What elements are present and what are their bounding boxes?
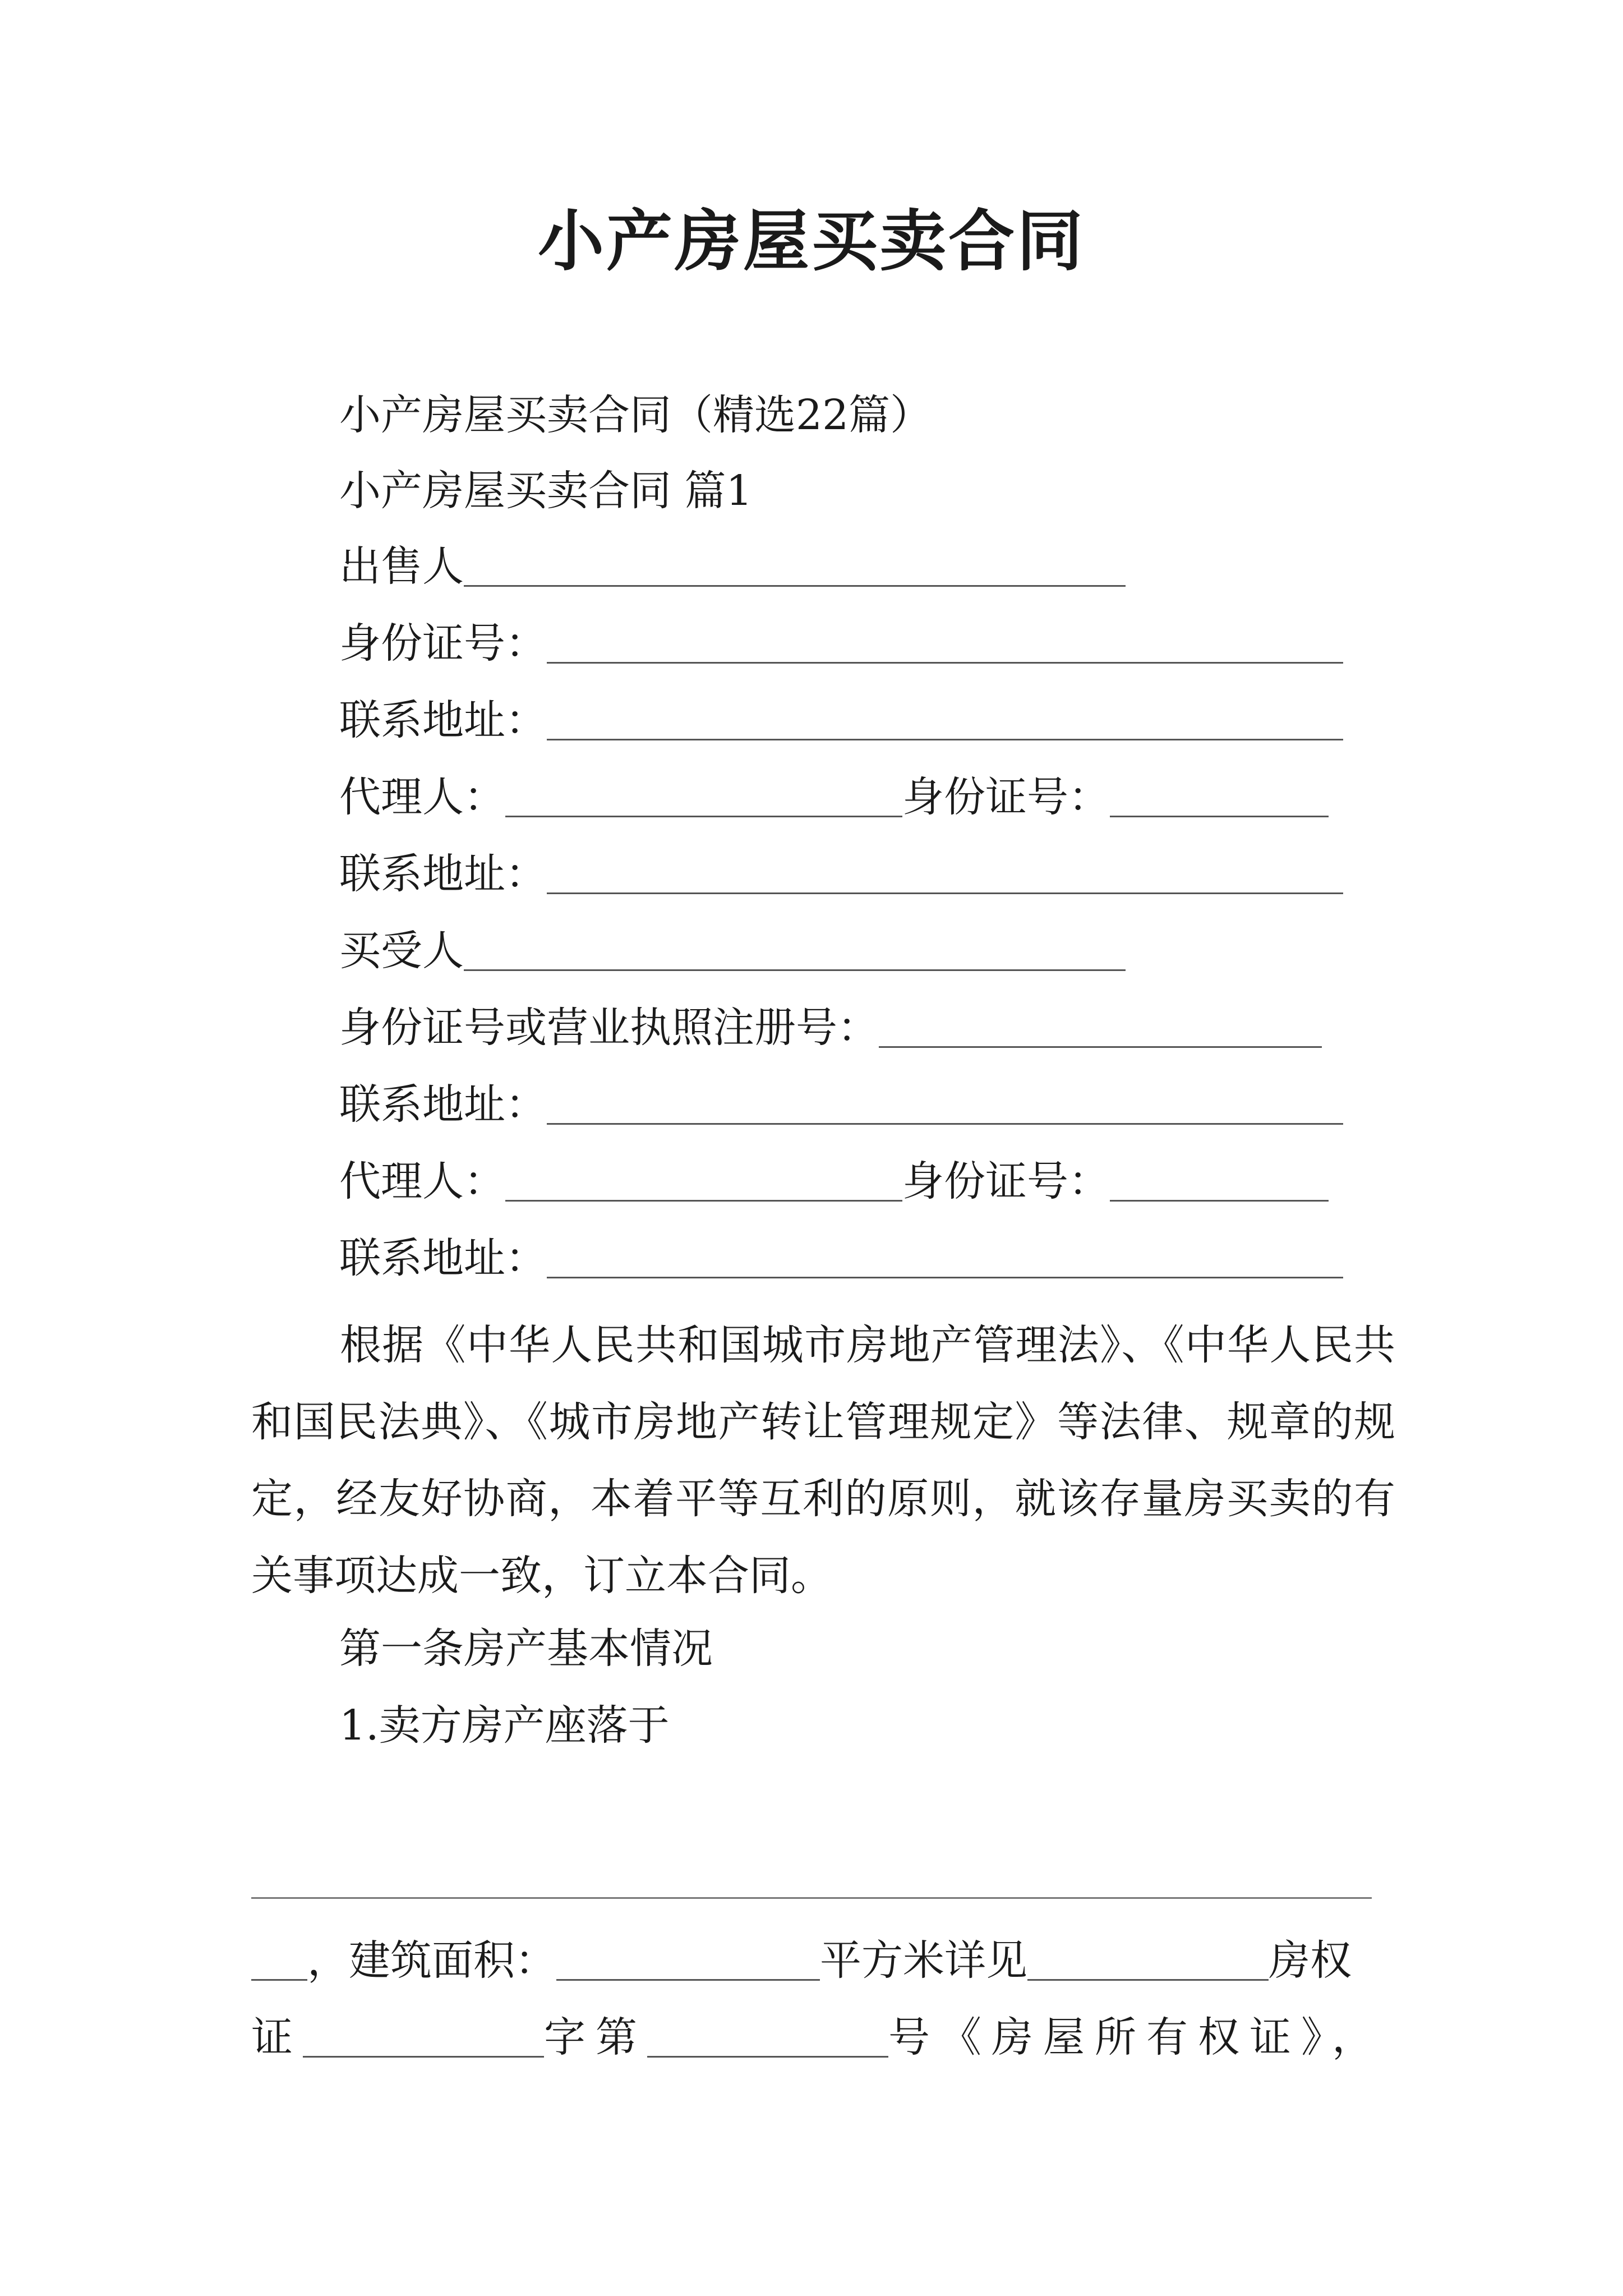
address-end-blank bbox=[251, 1939, 307, 1981]
deed-district-blank bbox=[1027, 1939, 1269, 1981]
item1-text: 1.卖方房产座落于 bbox=[339, 1701, 670, 1750]
seller-agent-address-row bbox=[339, 846, 1343, 902]
cert-zi: 字第 bbox=[544, 2013, 647, 2062]
buyer-address-blank bbox=[547, 1083, 1343, 1125]
area-blank bbox=[556, 1939, 820, 1981]
section-heading: 小产房屋买卖合同 篇1 bbox=[339, 467, 753, 515]
buyer-agent-blank bbox=[505, 1159, 902, 1202]
buyer-address-label: 联系地址： bbox=[339, 1080, 547, 1129]
cert-prefix: 证 bbox=[251, 2013, 303, 2062]
cert-zi-blank bbox=[303, 2016, 544, 2058]
document-subtitle: 小产房屋买卖合同（精选22篇） bbox=[339, 391, 932, 439]
buyer-id-label: 身份证号或营业执照注册号： bbox=[339, 1004, 879, 1052]
seller-id-blank bbox=[547, 622, 1343, 664]
seller-agent-address-blank bbox=[547, 852, 1343, 894]
document-title: 小产房屋买卖合同 bbox=[537, 202, 1085, 280]
seller-id-label: 身份证号： bbox=[339, 619, 547, 668]
seller-address-blank bbox=[547, 698, 1343, 740]
address-blank-line bbox=[251, 1897, 1372, 1899]
area-prefix: ，建筑面积： bbox=[307, 1936, 556, 1985]
buyer-agent-row bbox=[339, 1153, 1329, 1209]
buyer-agent-id-blank bbox=[1110, 1159, 1329, 1202]
seller-label: 出售人 bbox=[339, 542, 464, 591]
cert-number-blank bbox=[647, 2016, 888, 2058]
seller-row bbox=[339, 539, 1126, 595]
seller-agent-address-label: 联系地址： bbox=[339, 850, 547, 898]
seller-blank bbox=[464, 545, 1126, 587]
seller-agent-blank bbox=[505, 775, 902, 817]
seller-agent-id-blank bbox=[1110, 775, 1329, 817]
seller-id-row bbox=[339, 615, 1343, 671]
buyer-agent-address-blank bbox=[547, 1236, 1343, 1278]
buyer-blank bbox=[464, 929, 1126, 971]
cert-row bbox=[251, 2009, 1384, 2065]
buyer-agent-address-row bbox=[339, 1230, 1343, 1286]
seller-agent-label: 代理人： bbox=[339, 773, 505, 821]
seller-address-row bbox=[339, 692, 1343, 748]
seller-address-label: 联系地址： bbox=[339, 696, 547, 744]
buyer-row bbox=[339, 923, 1126, 979]
buyer-label: 买受人 bbox=[339, 927, 464, 975]
buyer-agent-id-label: 身份证号： bbox=[902, 1157, 1110, 1205]
area-suffix: 房权 bbox=[1269, 1936, 1352, 1985]
buyer-id-row bbox=[339, 1000, 1322, 1056]
buyer-address-row bbox=[339, 1076, 1343, 1133]
area-unit-text: 平方米详见 bbox=[820, 1936, 1027, 1985]
buyer-id-blank bbox=[879, 1006, 1322, 1048]
area-row bbox=[251, 1932, 1352, 1989]
seller-agent-row bbox=[339, 769, 1329, 825]
preamble-paragraph: 根据《中华人民共和国城市房地产管理法》、《中华人民共和国民法典》、《城市房地产转让管理规定》等法律、规章的规定，经友好协商，本着平等互利的原则，就该存量房买卖的有关事项达成一致，订立本合同。 bbox=[251, 1321, 1395, 1600]
article1-heading: 第一条房产基本情况 bbox=[339, 1625, 713, 1673]
cert-hao: 号《房屋所有权证》， bbox=[888, 2013, 1384, 2062]
buyer-agent-label: 代理人： bbox=[339, 1157, 505, 1205]
seller-agent-id-label: 身份证号： bbox=[902, 773, 1110, 821]
buyer-agent-address-label: 联系地址： bbox=[339, 1234, 547, 1282]
